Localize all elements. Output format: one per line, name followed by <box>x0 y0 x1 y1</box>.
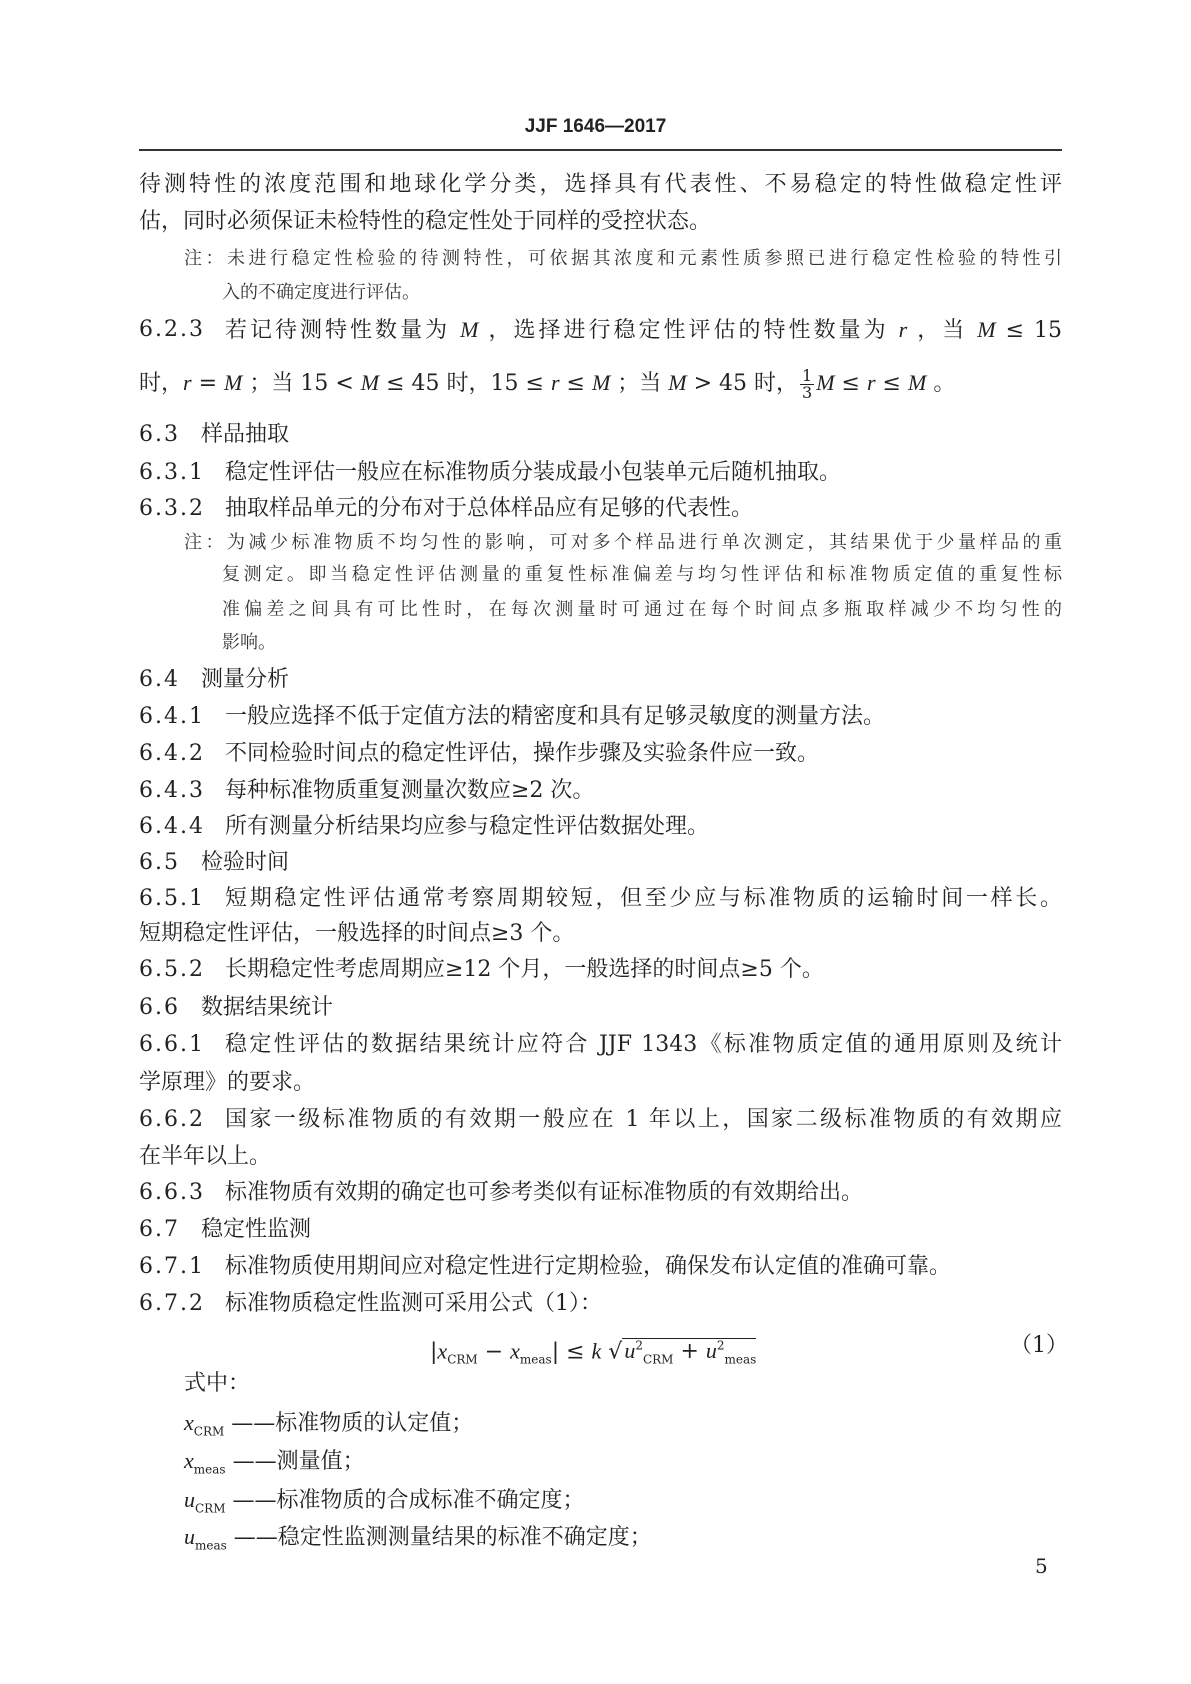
clause-number: 6.7.1 <box>139 1254 205 1279</box>
fraction-one-third: $\frac{1}{3}$ <box>802 365 813 402</box>
clause-number: 6.7.2 <box>139 1291 205 1316</box>
intro-line-2: 估，同时必须保证未检特性的稳定性处于同样的受控状态。 <box>139 209 712 234</box>
clause <box>139 1177 1062 1209</box>
clause-number: 6.7 <box>139 1217 180 1242</box>
clause-text: 标准物质稳定性监测可采用公式（1）： <box>225 1291 602 1316</box>
clause-number: 6.5.2 <box>139 957 205 982</box>
clause-text: 样品抽取 <box>201 422 290 447</box>
clause-text: 标准物质有效期的确定也可参考类似有证标准物质的有效期给出。 <box>225 1180 864 1205</box>
intro-line-1: 待测特性的浓度范围和地球化学分类，选择具有代表性、不易稳定的特性做稳定性评 <box>139 172 1062 197</box>
clause-text: 稳定性监测 <box>201 1217 312 1242</box>
clause-number: 6.3.2 <box>139 496 205 521</box>
clause-number: 6.4.2 <box>139 741 205 766</box>
clause-text: 一般应选择不低于定值方法的精密度和具有足够灵敏度的测量方法。 <box>225 704 886 729</box>
note-prefix: 注： <box>184 248 227 269</box>
clause-text: 每种标准物质重复测量次数应≥2 次。 <box>225 778 595 803</box>
clause-number: 6.4 <box>139 667 180 692</box>
clause-text: 检验时间 <box>201 850 290 875</box>
clause-text: 抽取样品单元的分布对于总体样品应有足够的代表性。 <box>225 496 754 521</box>
clause-number: 6.6.1 <box>139 1032 205 1057</box>
page-number: 5 <box>1035 1554 1048 1578</box>
section-heading <box>139 419 1062 451</box>
clause-6-2-3 <box>139 314 1062 346</box>
clause <box>139 701 1062 733</box>
clause-text: 稳定性评估的数据结果统计应符合 JJF 1343《标准物质定值的通用原则及统计 <box>225 1032 1062 1057</box>
clause <box>139 1029 1062 1061</box>
where-label: 式中： <box>184 1371 251 1396</box>
clause <box>139 1104 1062 1136</box>
clause-number: 6.4.3 <box>139 778 205 803</box>
document-header: JJF 1646—2017 <box>524 116 667 137</box>
equation-number: （1） <box>1010 1333 1068 1358</box>
note-text: 未进行稳定性检验的待测特性，可依据其浓度和元素性质参照已进行稳定性检验的特性引 <box>227 248 1062 269</box>
header-rule <box>139 149 1062 151</box>
clause-text: 国家一级标准物质的有效期一般应在 1 年以上，国家二级标准物质的有效期应 <box>225 1107 1062 1132</box>
clause-text: 若记待测特性数量为 M ，选择进行稳定性评估的特性数量为 r ，当 M ≤ 15 <box>225 317 1063 343</box>
clause-number: 6.5 <box>139 850 180 875</box>
note-2-line-2: 复测定。即当稳定性评估测量的重复性标准偏差与均匀性评估和标准物质定值的重复性标 <box>222 564 1062 585</box>
note-1-line-1 <box>184 243 1062 275</box>
clause <box>139 883 1062 915</box>
clause-number: 6.4.4 <box>139 814 205 839</box>
clause-number: 6.4.1 <box>139 704 205 729</box>
clause-6-2-3-line-2: 时，r = M ；当 15 < M ≤ 45 时，15 ≤ r ≤ M ；当 M > 45 时， $\frac{1}{3}$ M ≤ r ≤ M 。 <box>139 365 956 402</box>
clause-number: 6.3.1 <box>139 460 205 485</box>
clause-number: 6.6 <box>139 995 180 1020</box>
clause-continuation: 在半年以上。 <box>139 1144 272 1169</box>
clause-number: 6.6.2 <box>139 1107 205 1132</box>
clause-text: 长期稳定性考虑周期应≥12 个月，一般选择的时间点≥5 个。 <box>225 957 824 982</box>
clause <box>139 493 1062 525</box>
clause-number: 6.6.3 <box>139 1180 205 1205</box>
clause-continuation: 短期稳定性评估，一般选择的时间点≥3 个。 <box>139 921 575 946</box>
symbol-definition: $x_{meas}$ ——测量值； <box>184 1448 365 1477</box>
clause <box>139 457 1062 489</box>
clause-text: 数据结果统计 <box>201 995 334 1020</box>
symbol-definition: $u_{meas}$ ——稳定性监测测量结果的标准不确定度； <box>184 1524 652 1553</box>
note-2-line-1: 注：为减少标准物质不均匀性的影响，可对多个样品进行单次测定，其结果优于少量样品的重 <box>184 532 1062 553</box>
clause <box>139 738 1062 770</box>
clause-text: 短期稳定性评估通常考察周期较短，但至少应与标准物质的运输时间一样长。 <box>225 886 1062 911</box>
note-2-line-3: 准偏差之间具有可比性时，在每次测量时可通过在每个时间点多瓶取样减少不均匀性的 <box>222 599 1062 620</box>
clause-text: 所有测量分析结果均应参与稳定性评估数据处理。 <box>225 814 710 839</box>
clause-number: 6.2.3 <box>139 317 205 342</box>
symbol-definition: $u_{CRM}$ ——标准物质的合成标准不确定度； <box>184 1487 585 1516</box>
clause <box>139 811 1062 843</box>
clause-continuation: 学原理》的要求。 <box>139 1070 316 1095</box>
clause-number: 6.5.1 <box>139 886 205 911</box>
section-heading <box>139 664 1062 696</box>
clause-text: 标准物质使用期间应对稳定性进行定期检验，确保发布认定值的准确可靠。 <box>225 1254 952 1279</box>
clause-number: 6.3 <box>139 422 180 447</box>
clause <box>139 775 1062 807</box>
section-heading <box>139 1214 1062 1246</box>
clause-text: 不同检验时间点的稳定性评估，操作步骤及实验条件应一致。 <box>225 741 820 766</box>
note-1-line-2: 入的不确定度进行评估。 <box>222 282 420 303</box>
symbol-definition: $x_{CRM}$ ——标准物质的认定值； <box>184 1410 474 1439</box>
formula-1: $|x_{CRM} - x_{meas}| \le k$ $√u^2_{CRM} + u^2_{meas}$ <box>430 1338 757 1367</box>
clause-text: 测量分析 <box>201 667 290 692</box>
clause <box>139 1251 1062 1283</box>
section-heading <box>139 847 1062 879</box>
clause <box>139 1288 1062 1320</box>
section-heading <box>139 992 1062 1024</box>
clause-text: 稳定性评估一般应在标准物质分装成最小包装单元后随机抽取。 <box>225 460 842 485</box>
clause <box>139 954 1062 986</box>
note-2-line-4: 影响。 <box>222 632 276 653</box>
